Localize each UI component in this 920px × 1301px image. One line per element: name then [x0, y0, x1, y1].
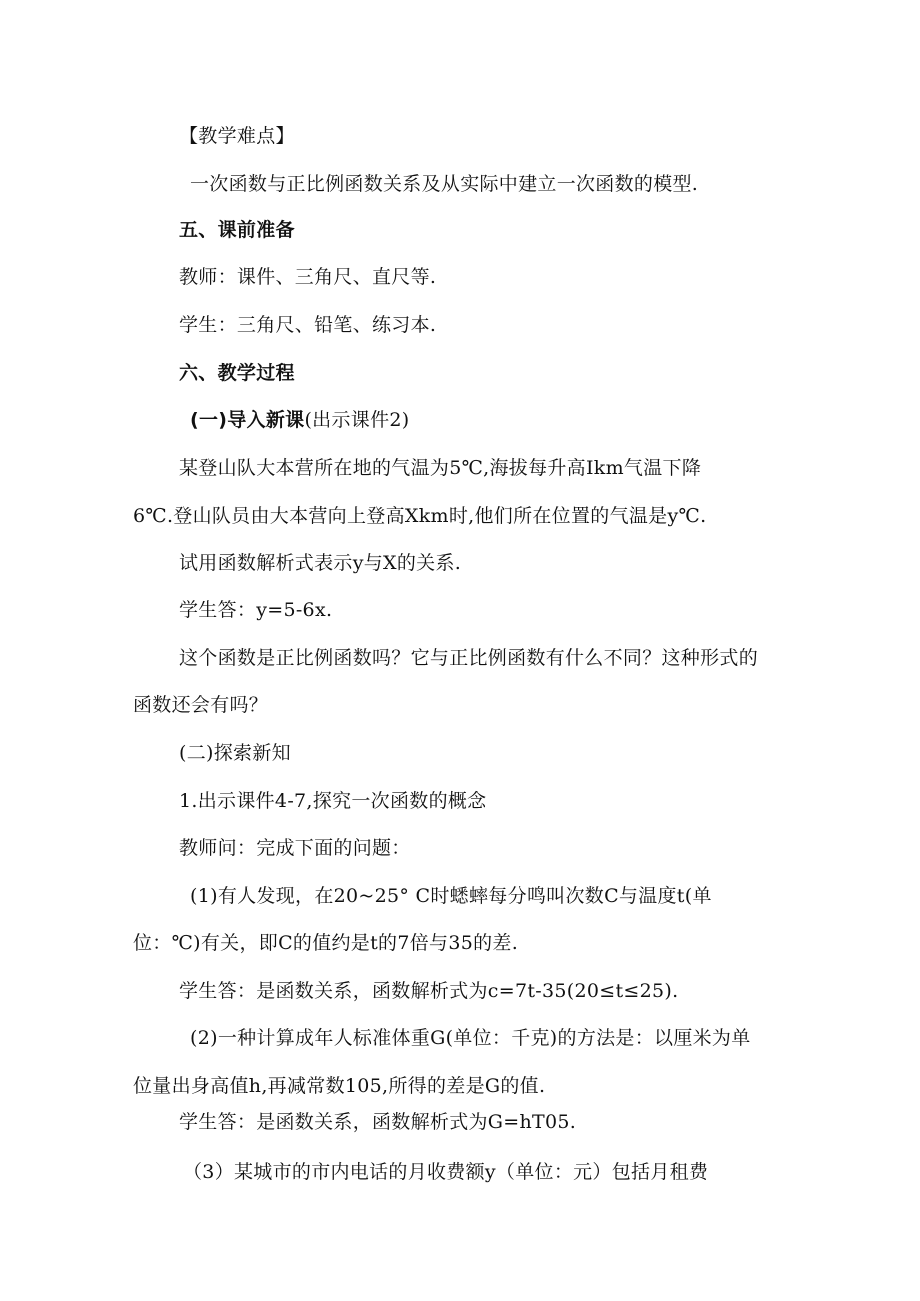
subsection-one-heading — [190, 408, 409, 432]
paragraph-line: 1.出示课件4-7,探究一次函数的概念 — [179, 790, 487, 812]
problem-three-line: （3）某城市的市内电话的月收费额y（单位：元）包括月租费 — [183, 1161, 709, 1183]
paragraph-line: 这个函数是正比例函数吗？它与正比例函数有什么不同？这种形式的 — [179, 647, 759, 669]
paragraph-line: 函数还会有吗？ — [133, 694, 269, 716]
teacher-materials: 教师：课件、三角尺、直尺等. — [179, 266, 437, 288]
difficulty-text: 一次函数与正比例函数关系及从实际中建立一次函数的模型. — [190, 173, 699, 195]
difficulty-heading: 【教学难点】 — [179, 125, 295, 147]
paragraph-line: 6℃.登山队员由大本营向上登高Xkm时,他们所在位置的气温是y℃. — [133, 505, 707, 527]
section-six-heading: 六、教学过程 — [179, 362, 295, 384]
paragraph-line: 试用函数解析式表示y与X的关系. — [179, 552, 462, 574]
student-answer: 学生答：是函数关系，函数解析式为G=hT05. — [179, 1111, 577, 1133]
paragraph-line: 某登山队大本营所在地的气温为5℃,海拔每升高Ikm气温下降 — [179, 457, 702, 479]
subsection-one-title: (一)导入新课 — [190, 409, 305, 431]
problem-two-line: 位量出身高值h,再减常数105,所得的差是G的值. — [133, 1075, 546, 1097]
teacher-question: 教师问：完成下面的问题： — [179, 837, 411, 859]
problem-one-line: 位：℃)有关，即C的值约是t的7倍与35的差. — [133, 932, 519, 954]
student-materials: 学生：三角尺、铅笔、练习本. — [179, 314, 437, 336]
student-answer: 学生答：y=5-6x. — [179, 599, 333, 621]
subsection-two-heading: (二)探索新知 — [179, 742, 291, 764]
subsection-one-note: (出示课件2) — [304, 409, 410, 431]
problem-one-line: (1)有人发现，在20~25° C时蟋蟀每分鸣叫次数C与温度t(单 — [190, 885, 712, 907]
section-five-heading: 五、课前准备 — [179, 219, 295, 241]
problem-two-line: (2)一种计算成年人标准体重G(单位：千克)的方法是：以厘米为单 — [190, 1027, 751, 1049]
student-answer: 学生答：是函数关系，函数解析式为c=7t-35(20≤t≤25). — [179, 980, 679, 1002]
